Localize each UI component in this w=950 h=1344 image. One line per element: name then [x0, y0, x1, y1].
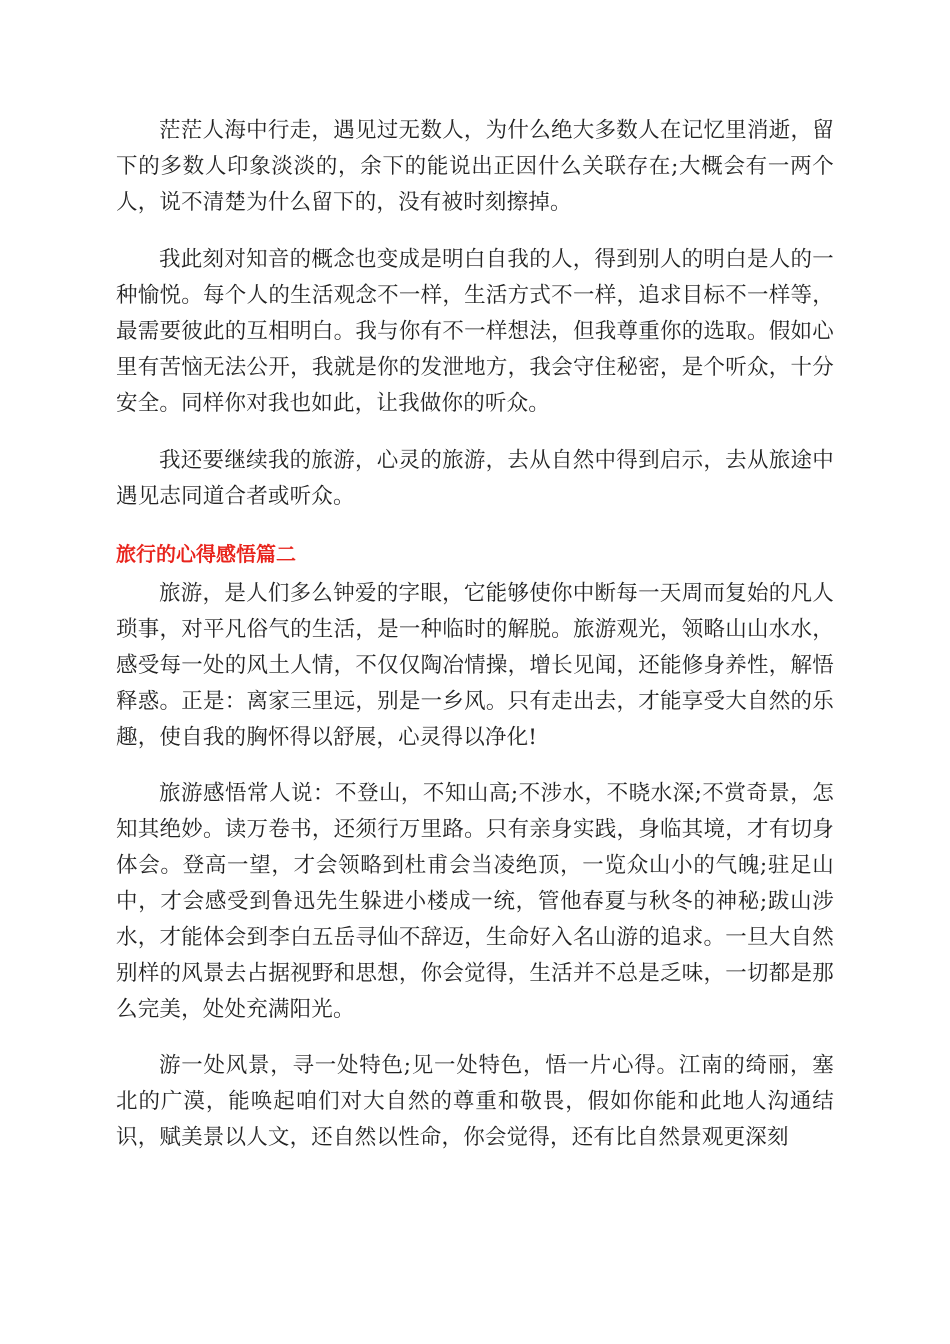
section-heading: 旅行的心得感悟篇二: [116, 542, 296, 566]
paragraph-travel-intro: 旅游，是人们多么钟爱的字眼，它能够使你中断每一天周而复始的凡人琐事，对平凡俗气的生活，是一种临时的解脱。旅游观光，领略山山水水，感受每一处的风土人情，不仅仅陶冶情操，增长见闻，还能修身养性，解悟释惑。正是：离家三里远，别是一乡风。只有走出去，才能享受大自然的乐趣，使自我的胸怀得以舒展，心灵得以净化!: [116, 581, 834, 750]
paragraph-scenery: 游一处风景，寻一处特色;见一处特色，悟一片心得。江南的绮丽，塞北的广漠，能唤起咱们对大自然的尊重和敬畏，假如你能和此地人沟通结识，赋美景以人文，还自然以性命，你会觉得，还有比自然景观更深刻: [116, 1053, 834, 1150]
paragraph-crowd: 茫茫人海中行走，遇见过无数人，为什么绝大多数人在记忆里消逝，留下的多数人印象淡淡的，余下的能说出正因什么关联存在;大概会有一两个人，说不清楚为什么留下的，没有被时刻擦掉。: [116, 118, 834, 215]
paragraph-travel-insight: 旅游感悟常人说：不登山，不知山高;不涉水，不晓水深;不赏奇景，怎知其绝妙。读万卷书，还须行万里路。只有亲身实践，身临其境，才有切身体会。登高一望，才会领略到杜甫会当凌绝顶，一览众山小的气魄;驻足山中，才会感受到鲁迅先生躲进小楼成一统，管他春夏与秋冬的神秘;跋山涉水，才能体会到李白五岳寻仙不辞迈，生命好入名山游的追求。一旦大自然别样的风景去占据视野和思想，你会觉得，生活并不总是乏味，一切都是那么完美，处处充满阳光。: [116, 781, 834, 1022]
document-body: [116, 113, 834, 1156]
paragraph-journey: 我还要继续我的旅游，心灵的旅游，去从自然中得到启示，去从旅途中遇见志同道合者或听众。: [116, 448, 834, 509]
paragraph-understanding: 我此刻对知音的概念也变成是明白自我的人，得到别人的明白是人的一种愉悦。每个人的生活观念不一样，生活方式不一样，追求目标不一样等，最需要彼此的互相明白。我与你有不一样想法，但我尊重你的选取。假如心里有苦恼无法公开，我就是你的发泄地方，我会守住秘密，是个听众，十分安全。同样你对我也如此，让我做你的听众。: [116, 247, 834, 416]
